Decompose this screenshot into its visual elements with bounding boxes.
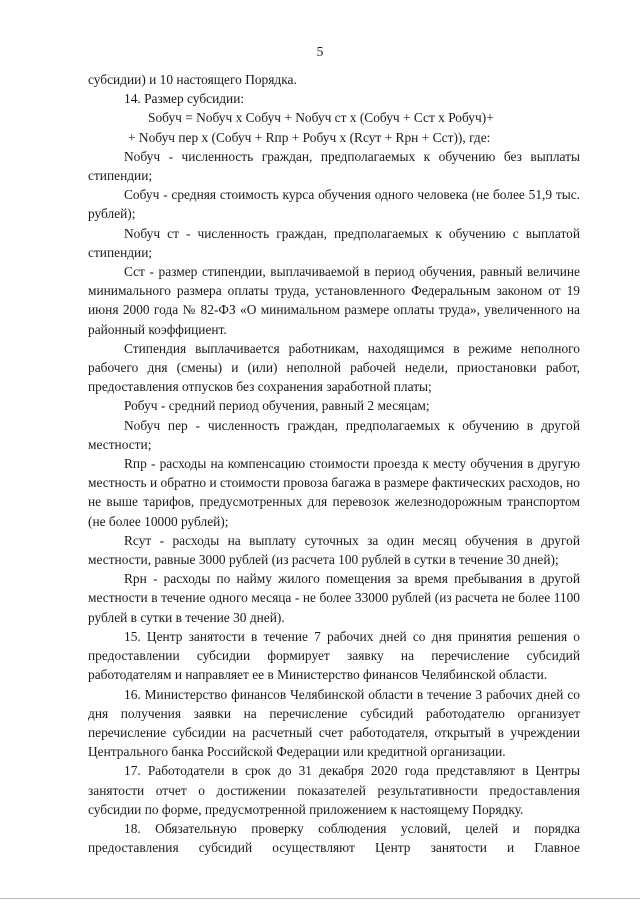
formula-line-1: Sобуч = Nобуч x Собуч + Nобуч ст x (Собуч + Сст x Робуч)+ <box>148 110 494 126</box>
scan-edge-line <box>0 898 640 899</box>
formula-line-2: + Nобуч пер x (Собуч + Rпр + Робуч x (Rсут + Rрн + Сст)), где: <box>128 129 491 145</box>
definition-rpr: Rпр - расходы на компенсацию стоимости проезда к месту обучения в другую местность и обратно и стоимости провоза багажа в размере фактических расходов, но не выше тарифов, предусмотренных для перевозок железнодорожным транспортом (не более 10000 рублей); <box>88 456 580 529</box>
definition-nobuch: Nобуч - численность граждан, предполагаемых к обучению без выплаты стипендии; <box>88 148 580 184</box>
page-number: 5 <box>316 44 324 59</box>
document-body <box>88 70 580 857</box>
paragraph-continuation: субсидии) и 10 настоящего Порядка. <box>88 72 297 87</box>
clause-15: 15. Центр занятости в течение 7 рабочих дней со дня принятия решения о предоставлении субсидии формирует заявку на перечисление субсидий работодателям и направляет ее в Министерство финансов Челябинской области. <box>88 628 580 683</box>
definition-sst: Сст - размер стипендии, выплачиваемой в период обучения, равный величине минимального размера оплаты труда, установленного Федеральным законом от 19 июня 2000 года № 82-ФЗ «О минимальном размере оплаты труда», увеличенного на районный коэффициент. <box>88 264 580 337</box>
paragraph-subsidy-size-heading: 14. Размер субсидии: <box>124 91 245 107</box>
paragraph-stipend: Стипендия выплачивается работникам, находящимся в режиме неполного рабочего дня (смены) и (или) неполной рабочей недели, приостановки работ, предоставления отпусков без сохранения заработной платы; <box>88 340 580 395</box>
definition-robuch: Робуч - средний период обучения, равный 2 месяцам; <box>124 398 430 414</box>
clause-16: 16. Министерство финансов Челябинской области в течение 3 рабочих дней со дня получения заявки на перечисление субсидий работодателю организует перечисление субсидии на расчетный счет работодателя, открытый в учреждении Центрального банка Российской Федерации или кредитной организации. <box>88 686 580 760</box>
clause-17: 17. Работодатели в срок до 31 декабря 2020 года представляют в Центры занятости отчет о достижении показателей результативности предоставления субсидии по форме, предусмотренной приложением к настоящему Порядку. <box>88 763 580 817</box>
clause-18: 18. Обязательную проверку соблюдения условий, целей и порядка предоставления субсидий осуществляют Центр занятости и Главное <box>88 820 580 856</box>
definition-rrn: Rрн - расходы по найму жилого помещения за время пребывания в другой местности в течение одного месяца - не более 33000 рублей (из расчета не более 1100 рублей в сутки в течение 30 дней). <box>88 571 580 625</box>
definition-nobuch-per: Nобуч пер - численность граждан, предполагаемых к обучению в другой местности; <box>88 417 580 452</box>
definition-nobuch-st: Nобуч ст - численность граждан, предполагаемых к обучению с выплатой стипендии; <box>88 225 580 260</box>
definition-sobuch: Собуч - средняя стоимость курса обучения одного человека (не более 51,9 тыс. рублей); <box>88 187 580 222</box>
definition-rsut: Rсут - расходы на выплату суточных за один месяц обучения в другой местности, равные 3000 рублей (из расчета 100 рублей в сутки в течение 30 дней); <box>88 532 580 568</box>
